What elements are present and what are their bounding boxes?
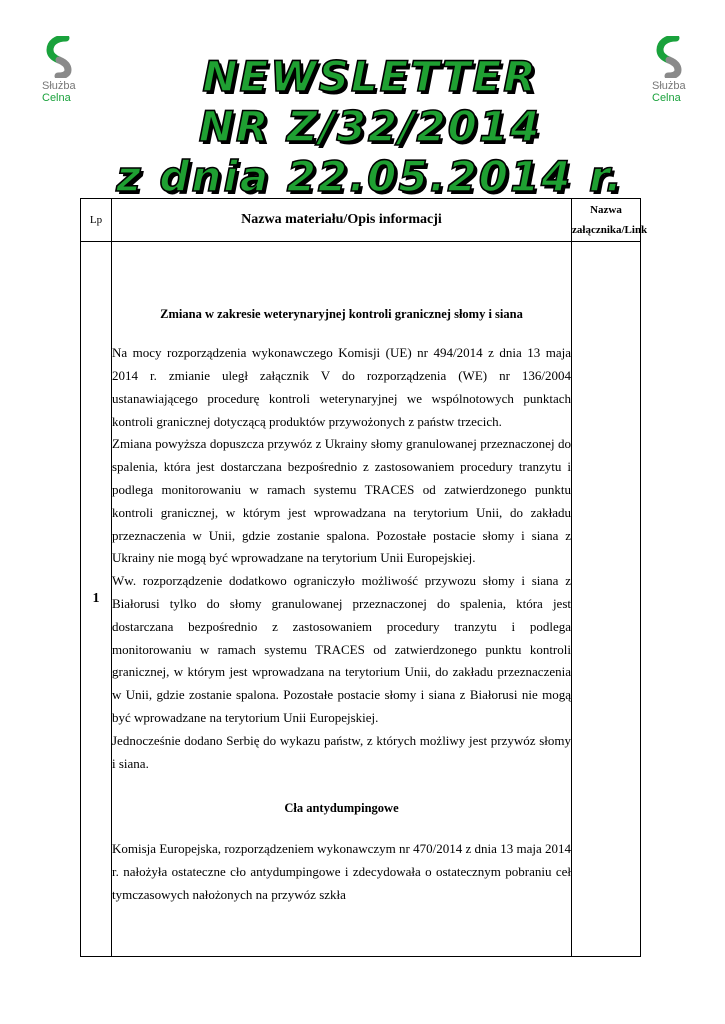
- header-lp: Lp: [81, 199, 112, 242]
- logo-text-line1: Służba: [652, 80, 686, 92]
- title-line-number: NR Z/32/2014: [198, 102, 542, 151]
- newsletter-table: [80, 198, 648, 957]
- customs-logo-right: [640, 36, 700, 104]
- customs-logo-left: [30, 36, 90, 104]
- paragraph: Ww. rozporządzenie dodatkowo ograniczyło możliwość przywozu słomy i siana z Białorusi tylko do słomy granulowanej przeznaczonej do spalenia, która jest dostarczana bezpośrednio z zastosowaniem procedury tranzytu i podlega monitorowaniu w ramach systemu TRACES od zatwierdzonego punktu kontroli granicznej, w którym jest wprowadzana na terytorium Unii, do zakładu przeznaczenia w Unii, gdzie zostanie spalona. Pozostałe postacie słomy i siana z Białorusi nie mogą być wprowadzane na terytorium Unii Europejskiej.: [112, 573, 571, 725]
- logo-text-line1: Służba: [42, 80, 76, 92]
- logo-text-line2: Celna: [652, 92, 681, 104]
- paragraph: Jednocześnie dodano Serbię do wykazu państw, z których możliwy jest przywóz słomy i siana.: [112, 732, 571, 771]
- row-number: 1: [81, 242, 112, 957]
- logo-text-line2: Celna: [42, 92, 71, 104]
- row-description: [112, 242, 572, 957]
- paragraph: Komisja Europejska, rozporządzeniem wykonawczym nr 470/2014 z dnia 13 maja 2014 r. nałożyła ostateczne cło antydumpingowe i zdecydowała o ostatecznym pobraniu ceł tymczasowych nałożonych na przywóz szkła: [112, 841, 571, 902]
- paragraph: Na mocy rozporządzenia wykonawczego Komisji (UE) nr 494/2014 z dnia 13 maja 2014 r. zmianie uległ załącznik V do rozporządzenia (WE) nr 136/2004 ustanawiającego procedurę kontroli weterynaryjnej we wspólnotowych punktach kontroli granicznej dotyczącą produktów przywożonych z państw trzecich.: [112, 345, 571, 429]
- title-line-date: z dnia 22.05.2014 r.: [116, 152, 624, 201]
- row-attachment-link: [572, 242, 641, 957]
- newsletter-title: [100, 52, 640, 202]
- section-title-straw-hay: Zmiana w zakresie weterynaryjnej kontroli granicznej słomy i siana: [160, 307, 523, 322]
- table-header-row: [81, 199, 641, 242]
- section-title-antidumping: Cła antydumpingowe: [284, 801, 399, 816]
- title-line-newsletter: NEWSLETTER: [202, 52, 538, 101]
- header-description: Nazwa materiału/Opis informacji: [112, 199, 572, 242]
- customs-s-logo-icon: [42, 36, 78, 78]
- table-row: [81, 242, 641, 957]
- customs-s-logo-icon: [652, 36, 688, 78]
- paragraph: Zmiana powyższa dopuszcza przywóz z Ukrainy słomy granulowanej przeznaczonej do spalenia, która jest dostarczana bezpośrednio z zastosowaniem procedury tranzytu i podlega monitorowaniu w ramach systemu TRACES od zatwierdzonego punktu kontroli granicznej, w którym jest wprowadzana na terytorium Unii, do zakładu przeznaczenia w Unii, gdzie zostanie spalona. Pozostałe postacie słomy i siana z Ukrainy nie mogą być wprowadzane na terytorium Unii Europejskiej.: [112, 436, 571, 566]
- header-attachment-link: Nazwa załącznika/Link: [572, 199, 641, 242]
